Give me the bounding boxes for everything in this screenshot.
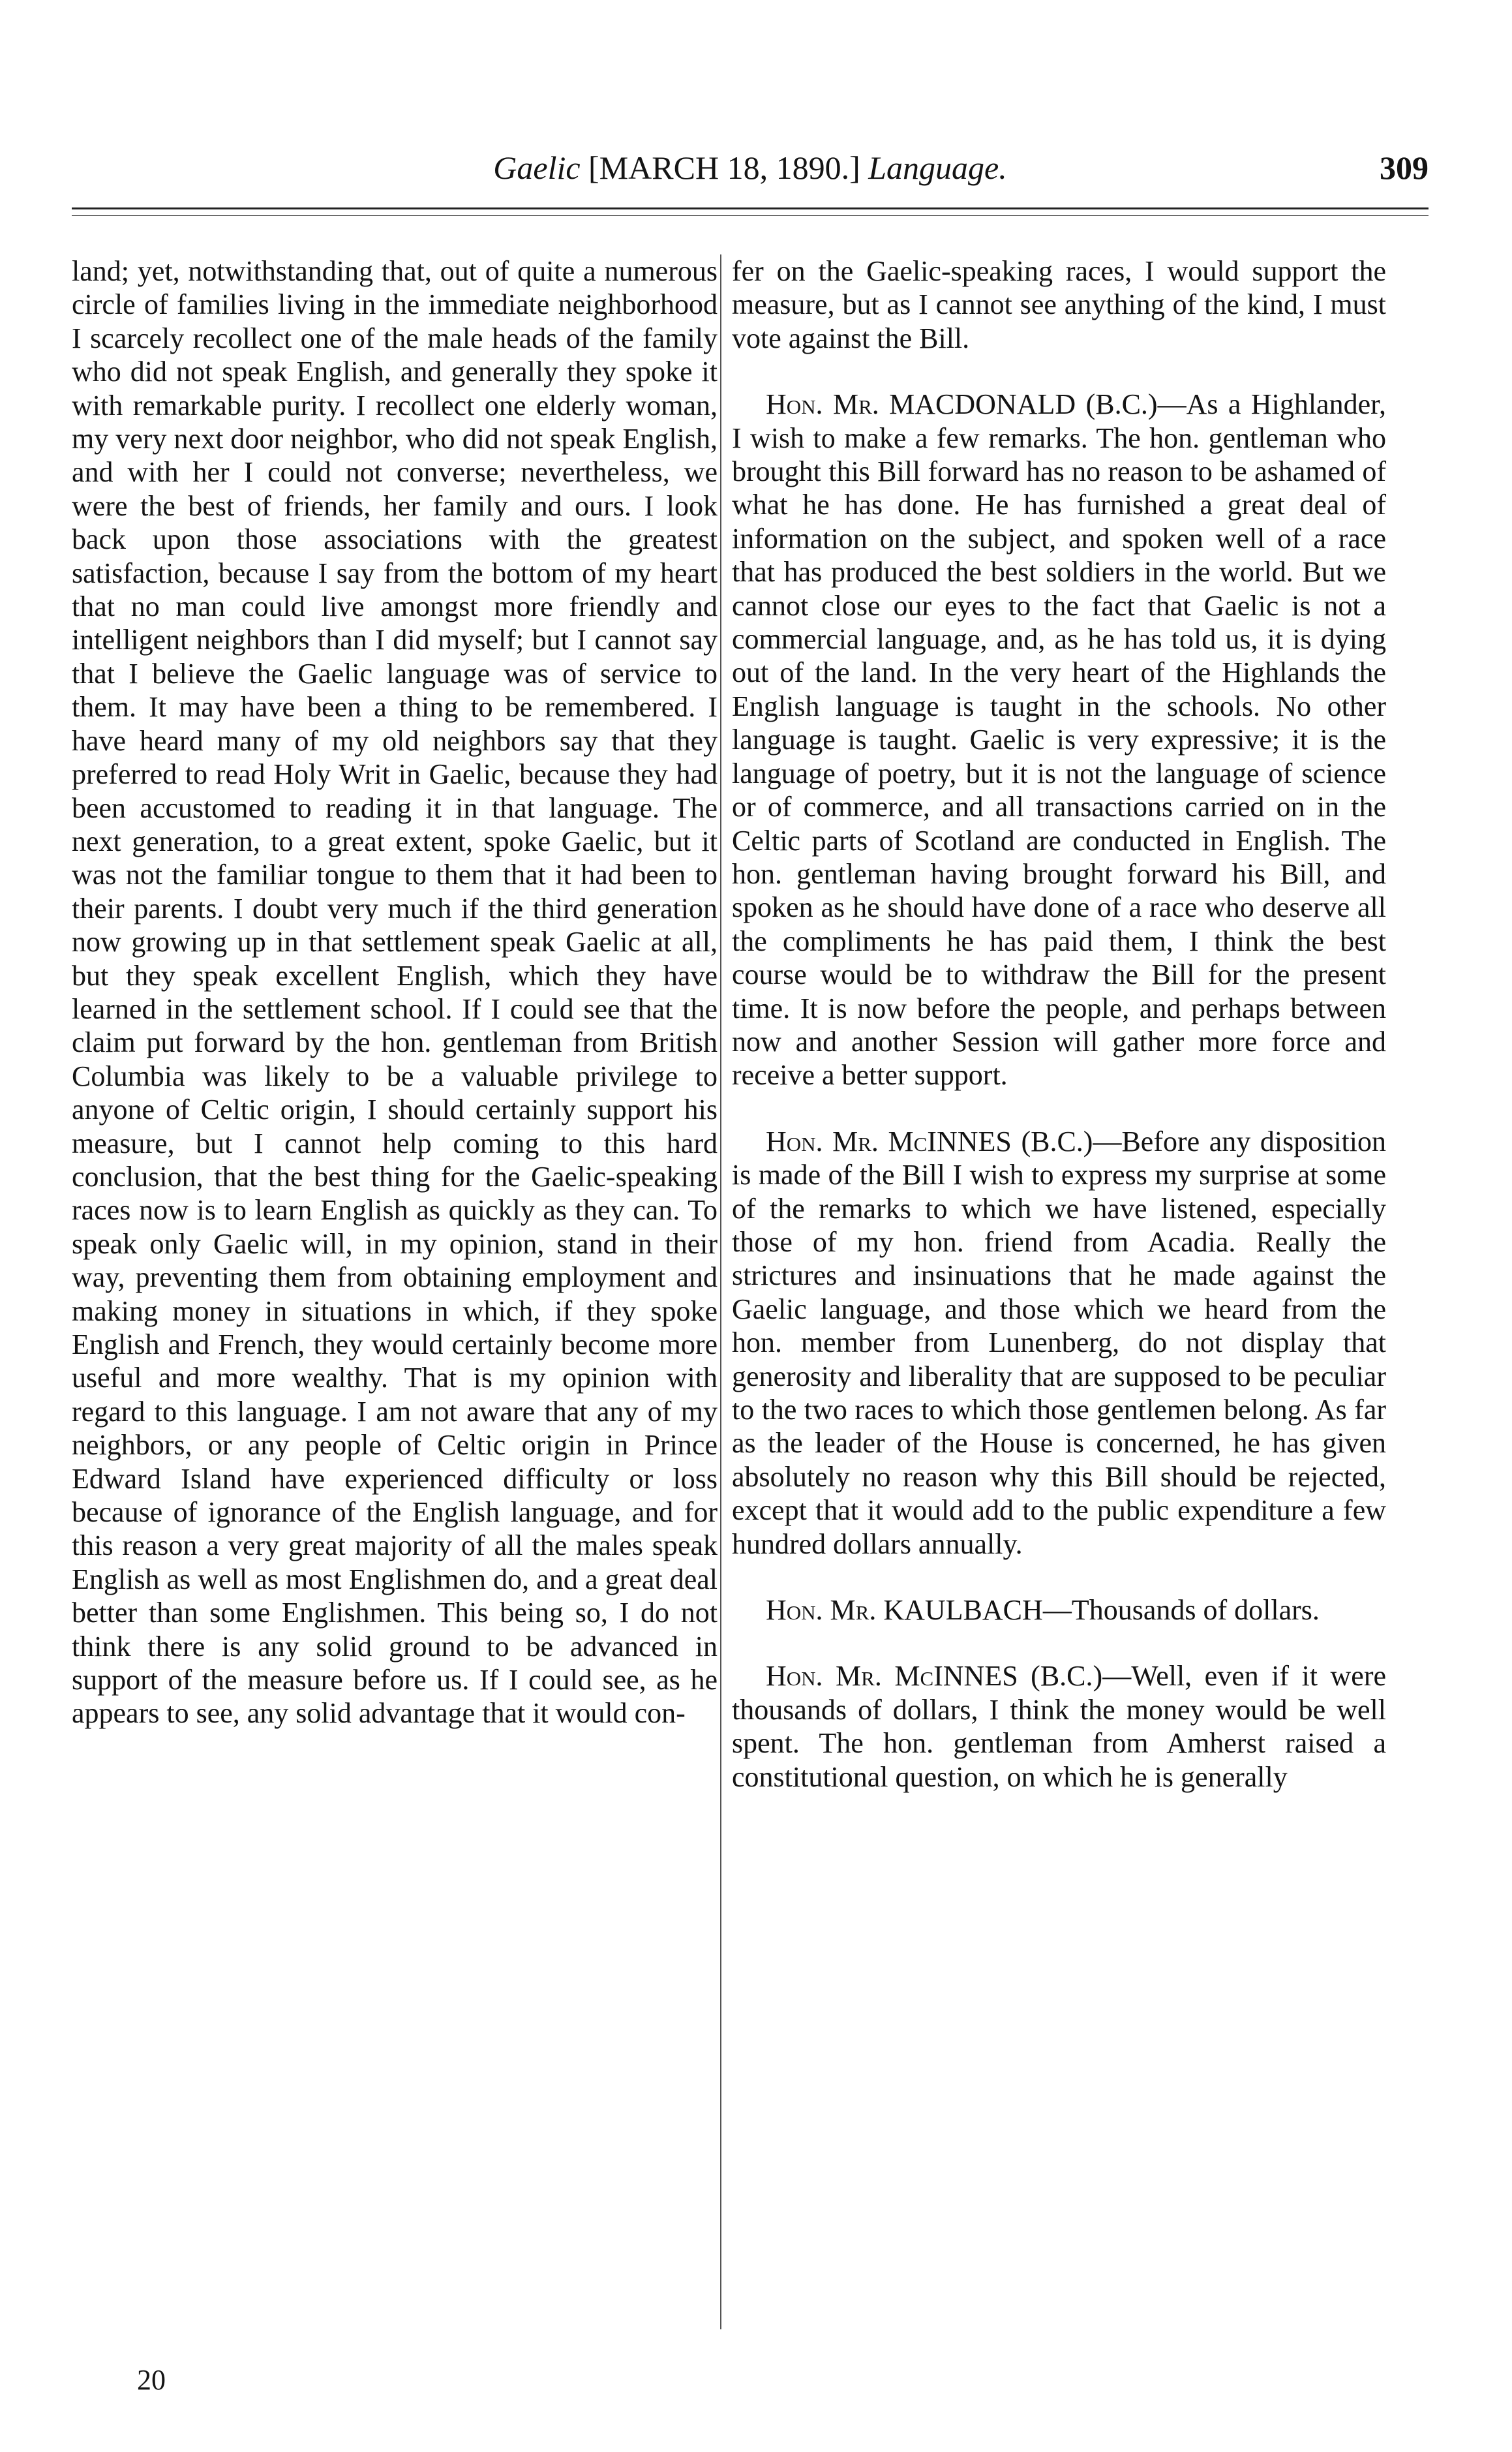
right-paragraph-1: fer on the Gaelic-speaking races, I would support the measure, but as I cannot see anything of the kind, I must vote against the Bill.: [732, 255, 1386, 354]
speaker-name: Hon. Mr. KAULBACH: [766, 1594, 1043, 1627]
running-header: [72, 149, 1429, 194]
speech-text: —Well, even if it were thousands of dollars, I think the money would be well spent. The hon. gentleman from Amherst raised a constitutional question, on which he is generally: [732, 1660, 1387, 1793]
speech-kaulbach: [732, 1593, 1386, 1627]
speech-text: —As a Highlander, I wish to make a few remarks. The hon. gentleman who brought this Bill forward has no reason to be ashamed of what he has done. He has furnished a great deal of information on the subject, and spoken well of a race that has produced the best soldiers in the world. But we cannot close our eyes to the fact that Gaelic is not a commercial language, and, as he has told us, it is dying out of the land. In the very heart of the Highlands the English language is taught in the schools. No other language is taught. Gaelic is very expressive; it is the language of poetry, but it is not the language of science or of commerce, and all transactions carried on in the Celtic parts of Scotland are conducted in English. The hon. gentleman having brought forward his Bill, and spoken as he should have done of a race who deserve all the compliments he has paid them, I think the best course would be to withdraw the Bill for the present time. It is now before the people, and perhaps between now and another Session will gather more force and receive a better support.: [732, 388, 1386, 1092]
header-title-left: Gaelic: [493, 149, 581, 186]
header-date: [MARCH 18, 1890.]: [588, 149, 860, 186]
header-rule-thin: [72, 215, 1429, 216]
header-rule-thick: [72, 207, 1429, 209]
header-title: [72, 149, 1429, 187]
speech-text: —Thousands of dollars.: [1042, 1594, 1320, 1627]
speaker-name: Hon. Mr. McINNES (B.C.): [766, 1125, 1093, 1157]
speaker-name: Hon. Mr. MACDONALD (B.C.): [766, 388, 1158, 421]
speech-mcinnes-2: [732, 1659, 1386, 1794]
speech-macdonald: [732, 388, 1386, 1092]
page-number: 309: [1380, 149, 1429, 186]
left-column: [72, 254, 718, 1730]
signature-mark: 20: [137, 2364, 166, 2396]
speaker-name: Hon. Mr. McINNES (B.C.): [766, 1660, 1103, 1693]
header-title-right: Language.: [868, 149, 1007, 186]
left-paragraph-1: land; yet, notwithstanding that, out of quite a numerous circle of families living in the immediate neighborhood I scarcely recollect one of the male heads of the family who did not speak English, and generally they spoke it with remarkable purity. I recollect one elderly woman, my very next door neighbor, who did not speak English, and with her I could not converse; nevertheless, we were the best of friends, her family and ours. I look back upon those associations with the greatest satisfaction, because I say from the bottom of my heart that no man could live amongst more friendly and intelligent neighbors than I did myself; but I cannot say that I believe the Gaelic language was of service to them. It may have been a thing to be remembered. I have heard many of my old neighbors say that they preferred to read Holy Writ in Gaelic, because they had been accustomed to reading it in that language. The next generation, to a great extent, spoke Gaelic, but it was not the familiar tongue to them that it had been to their parents. I doubt very much if the third generation now growing up in that settlement speak Gaelic at all, but they speak excellent English, which they have learned in the settlement school. If I could see that the claim put forward by the hon. gentleman from British Columbia was likely to be a valuable privilege to anyone of Celtic origin, I should certainly support his measure, but I cannot help coming to this hard conclusion, that the best thing for the Gaelic-speaking races now is to learn English as quickly as they can. To speak only Gaelic will, in my opinion, stand in their way, preventing them from obtaining employment and making money in situations in which, if they spoke English and French, they would certainly become more useful and more wealthy. That is my opinion with regard to this language. I am not aware that any of my neighbors, or any people of Celtic origin in Prince Edward Island have experienced difficulty or loss because of ignorance of the English language, and for this reason a very great majority of all the males speak English as well as most Englishmen do, and a great deal better than some Englishmen. This being so, I do not think there is any solid ground to be advanced in support of the measure before us. If I could see, as he appears to see, any solid advantage that it would con-: [72, 255, 718, 1730]
right-column: [732, 254, 1386, 1794]
column-divider: [720, 254, 721, 2329]
speech-text: —Before any disposition is made of the Bill I wish to express my surprise at some of the remarks to which we have listened, especially those of my hon. friend from Acadia. Really the strictures and insinuations that he made against the Gaelic language, and those which we heard from the hon. member from Lunenberg, do not display that generosity and liberality that are supposed to be peculiar to the two races to which those gentlemen belong. As far as the leader of the House is concerned, he has given absolutely no reason why this Bill should be rejected, except that it would add to the public expenditure a few hundred dollars annually.: [732, 1125, 1387, 1560]
speech-mcinnes-1: [732, 1125, 1386, 1561]
